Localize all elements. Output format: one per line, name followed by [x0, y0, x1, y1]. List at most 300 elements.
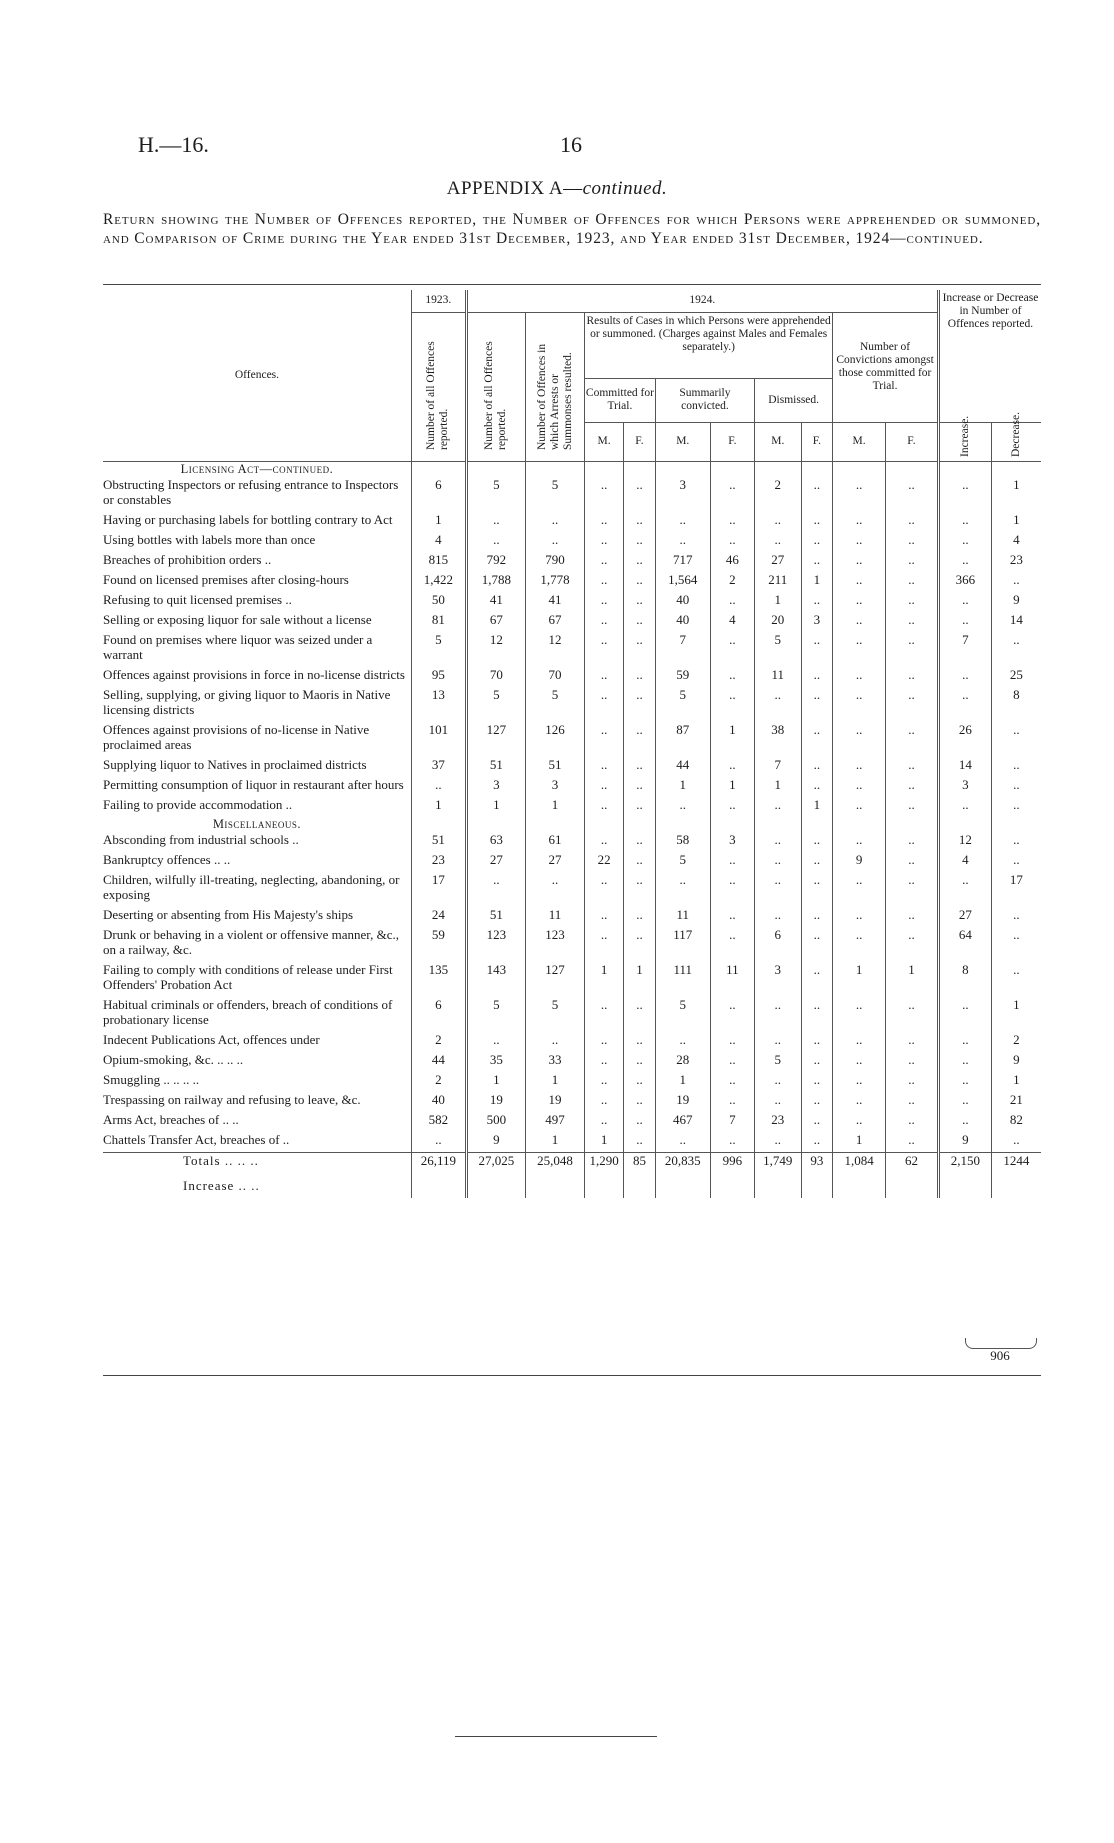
table-bottom-rule: [103, 1375, 1041, 1376]
value-cell: ..: [833, 757, 886, 772]
value-cell: ..: [585, 1072, 624, 1087]
value-cell: ..: [801, 1132, 833, 1147]
value-cell: ..: [710, 927, 754, 957]
value-cell: 1: [991, 997, 1041, 1027]
value-cell: 70: [466, 667, 525, 682]
value-cell: ..: [624, 1092, 656, 1107]
value-cell: ..: [833, 722, 886, 752]
value-cell: ..: [466, 1032, 525, 1047]
appendix-title-text: APPENDIX A—: [446, 178, 583, 199]
offence-label: Deserting or absenting from His Majesty's ships: [103, 906, 354, 922]
table-row: [103, 927, 1041, 957]
offence-label: Failing to provide accommodation ..: [103, 796, 293, 812]
value-cell: ..: [755, 512, 801, 527]
value-cell: 123: [466, 927, 525, 957]
value-cell: 135: [411, 962, 466, 992]
empty-cell: [624, 1168, 656, 1198]
header-convicted: Summarily convicted.: [655, 378, 754, 422]
value-cell: ..: [833, 1032, 886, 1047]
table-row: [103, 1032, 1041, 1047]
value-cell: ..: [833, 1112, 886, 1127]
value-cell: 12: [466, 632, 525, 662]
table-row: [103, 1132, 1041, 1147]
value-cell: ..: [585, 632, 624, 662]
value-cell: ..: [710, 1052, 754, 1067]
empty-cell: [801, 817, 833, 832]
value-cell: ..: [624, 512, 656, 527]
value-cell: ..: [585, 757, 624, 772]
value-cell: ..: [801, 1112, 833, 1127]
empty-cell: [755, 1168, 801, 1198]
value-cell: 27: [466, 852, 525, 867]
value-cell: ..: [833, 907, 886, 922]
total-cell: 26,119: [411, 1152, 466, 1168]
value-cell: 25: [991, 667, 1041, 682]
offence-label: Using bottles with labels more than once: [103, 531, 316, 547]
value-cell: ..: [833, 872, 886, 902]
header-convictions: Number of Convictions amongst those committed for Trial.: [833, 312, 939, 422]
value-cell: ..: [624, 592, 656, 607]
total-cell: 85: [624, 1152, 656, 1168]
value-cell: ..: [938, 687, 991, 717]
value-cell: 1: [655, 777, 710, 792]
value-cell: 1: [991, 477, 1041, 507]
value-cell: 95: [411, 667, 466, 682]
value-cell: ..: [585, 687, 624, 717]
value-cell: 123: [525, 927, 584, 957]
value-cell: ..: [710, 592, 754, 607]
value-cell: ..: [938, 797, 991, 812]
value-cell: 61: [525, 832, 584, 847]
value-cell: ..: [886, 592, 939, 607]
header-m: M.: [755, 422, 801, 461]
value-cell: 81: [411, 612, 466, 627]
value-cell: ..: [886, 777, 939, 792]
value-cell: 143: [466, 962, 525, 992]
section-heading: Miscellaneous.: [212, 816, 302, 831]
empty-cell: [801, 1168, 833, 1198]
value-cell: 51: [411, 832, 466, 847]
value-cell: ..: [801, 777, 833, 792]
value-cell: ..: [991, 962, 1041, 992]
empty-cell: [585, 461, 624, 477]
value-cell: ..: [710, 687, 754, 717]
value-cell: 23: [411, 852, 466, 867]
value-cell: ..: [755, 872, 801, 902]
offence-label: Selling, supplying, or giving liquor to Maoris in Native licensing districts: [103, 686, 391, 717]
value-cell: ..: [886, 1092, 939, 1107]
value-cell: 6: [411, 477, 466, 507]
value-cell: ..: [938, 477, 991, 507]
value-cell: 17: [411, 872, 466, 902]
value-cell: ..: [938, 1112, 991, 1127]
value-cell: 5: [655, 852, 710, 867]
value-cell: 41: [525, 592, 584, 607]
offence-label: Children, wilfully ill-treating, neglecting, abandoning, or exposing: [103, 871, 400, 902]
value-cell: ..: [624, 612, 656, 627]
value-cell: 9: [833, 852, 886, 867]
value-cell: ..: [991, 572, 1041, 587]
value-cell: ..: [710, 1032, 754, 1047]
empty-cell: [755, 817, 801, 832]
header-increase: Increase.: [938, 422, 991, 461]
value-cell: ..: [833, 667, 886, 682]
value-cell: ..: [624, 797, 656, 812]
value-cell: ..: [755, 532, 801, 547]
value-cell: 1,564: [655, 572, 710, 587]
value-cell: 3: [710, 832, 754, 847]
value-cell: ..: [755, 687, 801, 717]
value-cell: ..: [710, 512, 754, 527]
value-cell: ..: [585, 1032, 624, 1047]
empty-cell: [466, 1168, 525, 1198]
empty-cell: [411, 1168, 466, 1198]
value-cell: ..: [886, 612, 939, 627]
value-cell: ..: [801, 532, 833, 547]
value-cell: ..: [585, 1092, 624, 1107]
value-cell: ..: [585, 477, 624, 507]
value-cell: ..: [710, 632, 754, 662]
header-increase-decrease: Increase or Decrease in Number of Offences reported.: [938, 290, 1041, 422]
appendix-title: [0, 178, 1114, 200]
value-cell: ..: [585, 1112, 624, 1127]
value-cell: 5: [466, 687, 525, 717]
value-cell: 5: [525, 687, 584, 717]
empty-cell: [585, 1168, 624, 1198]
offence-label: Having or purchasing labels for bottling contrary to Act: [103, 511, 393, 527]
value-cell: ..: [710, 907, 754, 922]
total-cell: 62: [886, 1152, 939, 1168]
value-cell: 21: [991, 1092, 1041, 1107]
value-cell: ..: [585, 552, 624, 567]
empty-cell: [655, 461, 710, 477]
value-cell: ..: [833, 1092, 886, 1107]
value-cell: 3: [755, 962, 801, 992]
value-cell: ..: [624, 872, 656, 902]
header-year-1923: 1923.: [411, 290, 466, 312]
value-cell: ..: [833, 552, 886, 567]
offence-label: Bankruptcy offences .. ..: [103, 851, 231, 867]
value-cell: ..: [801, 667, 833, 682]
value-cell: ..: [886, 872, 939, 902]
value-cell: ..: [938, 1092, 991, 1107]
value-cell: 11: [655, 907, 710, 922]
value-cell: 1: [801, 572, 833, 587]
value-cell: 500: [466, 1112, 525, 1127]
value-cell: ..: [710, 1132, 754, 1147]
header-m: M.: [833, 422, 886, 461]
value-cell: ..: [801, 722, 833, 752]
value-cell: 5: [525, 997, 584, 1027]
value-cell: ..: [585, 997, 624, 1027]
value-cell: ..: [585, 907, 624, 922]
value-cell: ..: [755, 997, 801, 1027]
page-code: H.—16.: [138, 132, 209, 157]
empty-cell: [991, 817, 1041, 832]
value-cell: 2: [411, 1072, 466, 1087]
value-cell: ..: [833, 532, 886, 547]
value-cell: 1: [710, 722, 754, 752]
empty-cell: [466, 817, 525, 832]
offence-label: Trespassing on railway and refusing to leave, &c.: [103, 1091, 361, 1107]
value-cell: ..: [585, 532, 624, 547]
table-row: [103, 722, 1041, 752]
value-cell: 5: [755, 632, 801, 662]
value-cell: ..: [801, 962, 833, 992]
total-cell: 1,749: [755, 1152, 801, 1168]
value-cell: 1: [801, 797, 833, 812]
header-f: F.: [710, 422, 754, 461]
empty-cell: [938, 1168, 991, 1198]
value-cell: 23: [991, 552, 1041, 567]
table-row: [103, 757, 1041, 772]
value-cell: ..: [801, 907, 833, 922]
value-cell: 1: [991, 1072, 1041, 1087]
value-cell: ..: [801, 1072, 833, 1087]
value-cell: ..: [655, 797, 710, 812]
value-cell: 1: [886, 962, 939, 992]
value-cell: 2: [991, 1032, 1041, 1047]
value-cell: 40: [411, 1092, 466, 1107]
value-cell: ..: [833, 512, 886, 527]
offence-label: Habitual criminals or offenders, breach of conditions of probationary license: [103, 996, 393, 1027]
value-cell: 67: [525, 612, 584, 627]
value-cell: 50: [411, 592, 466, 607]
value-cell: ..: [886, 632, 939, 662]
table-row: [103, 687, 1041, 717]
totals-label: Totals .. .. ..: [103, 1152, 411, 1168]
value-cell: 51: [525, 757, 584, 772]
value-cell: 13: [411, 687, 466, 717]
value-cell: 82: [991, 1112, 1041, 1127]
value-cell: ..: [755, 1032, 801, 1047]
section-row: [103, 817, 1041, 832]
value-cell: ..: [585, 1052, 624, 1067]
value-cell: 6: [755, 927, 801, 957]
value-cell: 117: [655, 927, 710, 957]
value-cell: ..: [801, 872, 833, 902]
value-cell: ..: [624, 722, 656, 752]
table-row: [103, 907, 1041, 922]
table-row: [103, 592, 1041, 607]
value-cell: 5: [525, 477, 584, 507]
value-cell: 28: [655, 1052, 710, 1067]
value-cell: ..: [886, 512, 939, 527]
value-cell: 127: [466, 722, 525, 752]
offence-label: Permitting consumption of liquor in restaurant after hours: [103, 776, 404, 792]
offence-label: Opium-smoking, &c. .. .. ..: [103, 1051, 244, 1067]
table-row: [103, 552, 1041, 567]
value-cell: ..: [525, 512, 584, 527]
value-cell: ..: [710, 797, 754, 812]
value-cell: ..: [411, 1132, 466, 1147]
value-cell: 67: [466, 612, 525, 627]
value-cell: ..: [886, 1032, 939, 1047]
value-cell: 14: [991, 612, 1041, 627]
value-cell: ..: [833, 632, 886, 662]
value-cell: ..: [991, 927, 1041, 957]
value-cell: ..: [938, 612, 991, 627]
value-cell: ..: [886, 722, 939, 752]
value-cell: ..: [624, 832, 656, 847]
empty-cell: [833, 1168, 886, 1198]
value-cell: ..: [755, 832, 801, 847]
table-body: [103, 461, 1041, 1198]
empty-cell: [525, 461, 584, 477]
header-reported-1924: Number of all Offences reported.: [466, 312, 525, 461]
value-cell: ..: [710, 852, 754, 867]
value-cell: 582: [411, 1112, 466, 1127]
value-cell: ..: [938, 667, 991, 682]
value-cell: ..: [938, 997, 991, 1027]
value-cell: 127: [525, 962, 584, 992]
empty-cell: [585, 817, 624, 832]
offence-label: Offences against provisions in force in no-license districts: [103, 666, 405, 682]
value-cell: 1: [710, 777, 754, 792]
empty-cell: [411, 817, 466, 832]
value-cell: 23: [755, 1112, 801, 1127]
empty-cell: [886, 1168, 939, 1198]
value-cell: ..: [938, 1032, 991, 1047]
value-cell: 211: [755, 572, 801, 587]
offence-label: Found on premises where liquor was seized under a warrant: [103, 631, 373, 662]
value-cell: ..: [801, 687, 833, 717]
value-cell: ..: [624, 552, 656, 567]
header-committed: Committed for Trial.: [585, 378, 656, 422]
table-row: [103, 852, 1041, 867]
value-cell: ..: [710, 667, 754, 682]
value-cell: ..: [833, 592, 886, 607]
header-f: F.: [801, 422, 833, 461]
value-cell: 1: [585, 962, 624, 992]
empty-cell: [466, 461, 525, 477]
value-cell: 4: [991, 532, 1041, 547]
value-cell: ..: [525, 1032, 584, 1047]
value-cell: 1: [991, 512, 1041, 527]
value-cell: 1: [755, 592, 801, 607]
value-cell: ..: [833, 572, 886, 587]
value-cell: ..: [886, 832, 939, 847]
total-cell: 1,084: [833, 1152, 886, 1168]
value-cell: ..: [938, 512, 991, 527]
value-cell: 40: [655, 592, 710, 607]
value-cell: ..: [525, 872, 584, 902]
value-cell: ..: [801, 757, 833, 772]
table-row: [103, 612, 1041, 627]
value-cell: 12: [525, 632, 584, 662]
value-cell: 20: [755, 612, 801, 627]
value-cell: ..: [585, 777, 624, 792]
value-cell: ..: [938, 872, 991, 902]
value-cell: 5: [655, 997, 710, 1027]
table-row: [103, 632, 1041, 662]
value-cell: 27: [755, 552, 801, 567]
value-cell: ..: [886, 907, 939, 922]
totals-row: [103, 1152, 1041, 1168]
header-reported-1923: Number of all Offences reported.: [411, 312, 466, 461]
header-dismissed: Dismissed.: [755, 378, 833, 422]
table-row: [103, 532, 1041, 547]
net-increase-value: 906: [990, 1348, 1010, 1363]
empty-cell: [655, 817, 710, 832]
value-cell: 101: [411, 722, 466, 752]
value-cell: 1: [525, 1132, 584, 1147]
offence-label: Indecent Publications Act, offences under: [103, 1031, 320, 1047]
total-cell: 20,835: [655, 1152, 710, 1168]
value-cell: ..: [801, 512, 833, 527]
value-cell: 19: [655, 1092, 710, 1107]
table-row: [103, 477, 1041, 507]
value-cell: ..: [710, 477, 754, 507]
value-cell: 9: [991, 1052, 1041, 1067]
value-cell: ..: [624, 777, 656, 792]
value-cell: ..: [886, 927, 939, 957]
value-cell: ..: [938, 552, 991, 567]
empty-cell: [624, 461, 656, 477]
value-cell: ..: [710, 757, 754, 772]
value-cell: ..: [886, 1052, 939, 1067]
value-cell: ..: [991, 797, 1041, 812]
total-cell: 27,025: [466, 1152, 525, 1168]
empty-cell: [525, 1168, 584, 1198]
value-cell: ..: [938, 1052, 991, 1067]
total-cell: 2,150: [938, 1152, 991, 1168]
value-cell: 37: [411, 757, 466, 772]
value-cell: 5: [755, 1052, 801, 1067]
value-cell: 1: [833, 962, 886, 992]
total-cell: 996: [710, 1152, 754, 1168]
bottom-rule: [455, 1736, 657, 1737]
value-cell: ..: [886, 797, 939, 812]
value-cell: ..: [886, 852, 939, 867]
value-cell: ..: [886, 1112, 939, 1127]
value-cell: ..: [886, 572, 939, 587]
value-cell: ..: [886, 757, 939, 772]
value-cell: ..: [991, 757, 1041, 772]
value-cell: 792: [466, 552, 525, 567]
empty-cell: [525, 817, 584, 832]
offence-label: Chattels Transfer Act, breaches of ..: [103, 1131, 290, 1147]
table-header: [103, 290, 1041, 461]
value-cell: 2: [411, 1032, 466, 1047]
value-cell: 63: [466, 832, 525, 847]
value-cell: ..: [755, 797, 801, 812]
value-cell: 44: [411, 1052, 466, 1067]
value-cell: 815: [411, 552, 466, 567]
value-cell: ..: [655, 1132, 710, 1147]
value-cell: 1: [585, 1132, 624, 1147]
header-decrease: Decrease.: [991, 422, 1041, 461]
value-cell: 9: [466, 1132, 525, 1147]
value-cell: 11: [755, 667, 801, 682]
value-cell: 8: [938, 962, 991, 992]
empty-cell: [710, 461, 754, 477]
table-row: [103, 572, 1041, 587]
value-cell: ..: [833, 997, 886, 1027]
value-cell: ..: [624, 687, 656, 717]
empty-cell: [624, 817, 656, 832]
value-cell: ..: [755, 1132, 801, 1147]
value-cell: 1,788: [466, 572, 525, 587]
increase-row: [103, 1168, 1041, 1198]
value-cell: 59: [411, 927, 466, 957]
empty-cell: [938, 461, 991, 477]
offence-label: Obstructing Inspectors or refusing entrance to Inspectors or constables: [103, 476, 399, 507]
value-cell: ..: [624, 997, 656, 1027]
value-cell: ..: [801, 1092, 833, 1107]
value-cell: 1,778: [525, 572, 584, 587]
value-cell: ..: [585, 832, 624, 847]
